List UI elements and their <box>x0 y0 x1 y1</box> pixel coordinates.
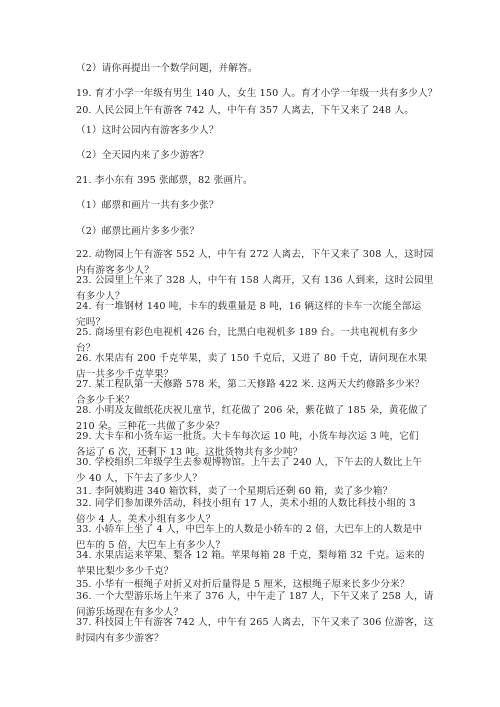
question-27-line-2: 合多少千米？ <box>76 395 135 406</box>
question-28-line-2: 210 朵。三种花一共做了多少朵？ <box>76 421 225 432</box>
question-20-part-2: （2）全天园内来了多少游客？ <box>76 150 209 161</box>
question-33-line-1: 33. 小轿车上坐了 4 人，中巴车上的人数是小轿车的 2 倍，大巴车上的人数是中 <box>76 524 423 535</box>
question-35: 35. 小华有一根绳子对折又对折后量得是 5 厘米，这根绳子原来长多少分米？ <box>76 579 410 590</box>
question-29-line-2: 各运了 6 次，还剩下 13 吨。这批货物共有多少吨？ <box>76 447 303 458</box>
question-25-line-2: 台？ <box>76 343 96 354</box>
question-24-line-2: 完吗？ <box>76 317 106 328</box>
question-21-part-1: （1）邮票和画片一共有多少张？ <box>76 200 219 211</box>
question-19: 19. 育才小学一年级有男生 140 人，女生 150 人。育才小学一年级一共有多少人？ <box>76 88 438 99</box>
question-25-line-1: 25. 商场里有彩色电视机 426 台，比黑白电视机多 189 台。一共电视机有多少 <box>76 327 419 338</box>
question-32-line-1: 32. 同学们参加课外活动，科技小组有 17 人，美术小组的人数比科技小组的 3 <box>76 498 416 509</box>
question-36-line-1: 36. 一个大型游乐场上午来了 376 人，中午走了 187 人，下午又来了 258 人，请 <box>76 591 434 602</box>
question-18-part-2: （2）请你再提出一个数学问题，并解答。 <box>76 63 258 74</box>
question-36-line-2: 问游乐场现在有多少人？ <box>76 607 184 618</box>
question-21-part-2: （2）邮票比画片多多少张？ <box>76 226 200 237</box>
question-20-part-1: （1）这时公园内有游客多少人？ <box>76 125 219 136</box>
question-27-line-1: 27. 某工程队第一天修路 578 米，第二天修路 422 米. 这两天大约修路多少米？ <box>76 379 425 390</box>
question-34-line-1: 34. 水果店运来苹果、梨各 12 箱。苹果每箱 28 千克，梨每箱 32 千克。运来的 <box>76 550 425 561</box>
question-21: 21. 李小东有 395 张邮票，82 张画片。 <box>76 175 253 186</box>
question-23-line-2: 有多少人？ <box>76 291 125 302</box>
question-26-line-1: 26. 水果店有 200 千克苹果，卖了 150 千克后，又进了 80 千克，请问现在水果 <box>76 353 428 364</box>
question-23-line-1: 23. 公园里上午来了 328 人，中午有 158 人离开，又有 136 人到来，这时公园里 <box>76 275 434 286</box>
question-37-line-1: 37. 科技园上午有游客 742 人，中午有 265 人离去，下午又来了 306 位游客，这 <box>76 617 434 628</box>
question-22-line-2: 内有游客多少人？ <box>76 265 154 276</box>
question-20: 20. 人民公园上午有游客 742 人，中午有 357 人离去，下午又来了 248 人。 <box>76 105 414 116</box>
question-24-line-1: 24. 有一堆钢材 140 吨，卡车的载重量是 8 吨，16 辆这样的卡车一次能全部运 <box>76 301 422 312</box>
question-30-line-2: 少 40 人，下午去了多少人？ <box>76 473 203 484</box>
question-37-line-2: 时园内有多少游客？ <box>76 633 164 644</box>
question-30-line-1: 30. 学校组织二年级学生去参观博物馆。上午去了 240 人，下午去的人数比上午 <box>76 457 423 468</box>
question-28-line-1: 28. 小明及友做纸花庆祝儿童节，红花做了 206 朵，紫花做了 185 朵，黄花做了 <box>76 405 428 416</box>
question-34-line-2: 苹果比梨少多少千克？ <box>76 566 174 577</box>
question-22-line-1: 22. 动物园上午有游客 552 人，中午有 272 人离去，下午又来了 308 人，这时园 <box>76 249 434 260</box>
question-29-line-1: 29. 大卡车和小货车运一批货。大卡车每次运 10 吨，小货车每次运 3 吨，它们 <box>76 431 419 442</box>
question-26-line-2: 店一共多少千克苹果？ <box>76 369 174 380</box>
question-31: 31. 李阿姨购进 340 箱饮料，卖了一个星期后还剩 60 箱，卖了多少箱？ <box>76 486 393 497</box>
question-32-line-2: 倍少 4 人。美术小组有多少人？ <box>76 514 216 525</box>
question-33-line-2: 巴车的 5 倍，大巴车上有多少人？ <box>76 540 226 551</box>
